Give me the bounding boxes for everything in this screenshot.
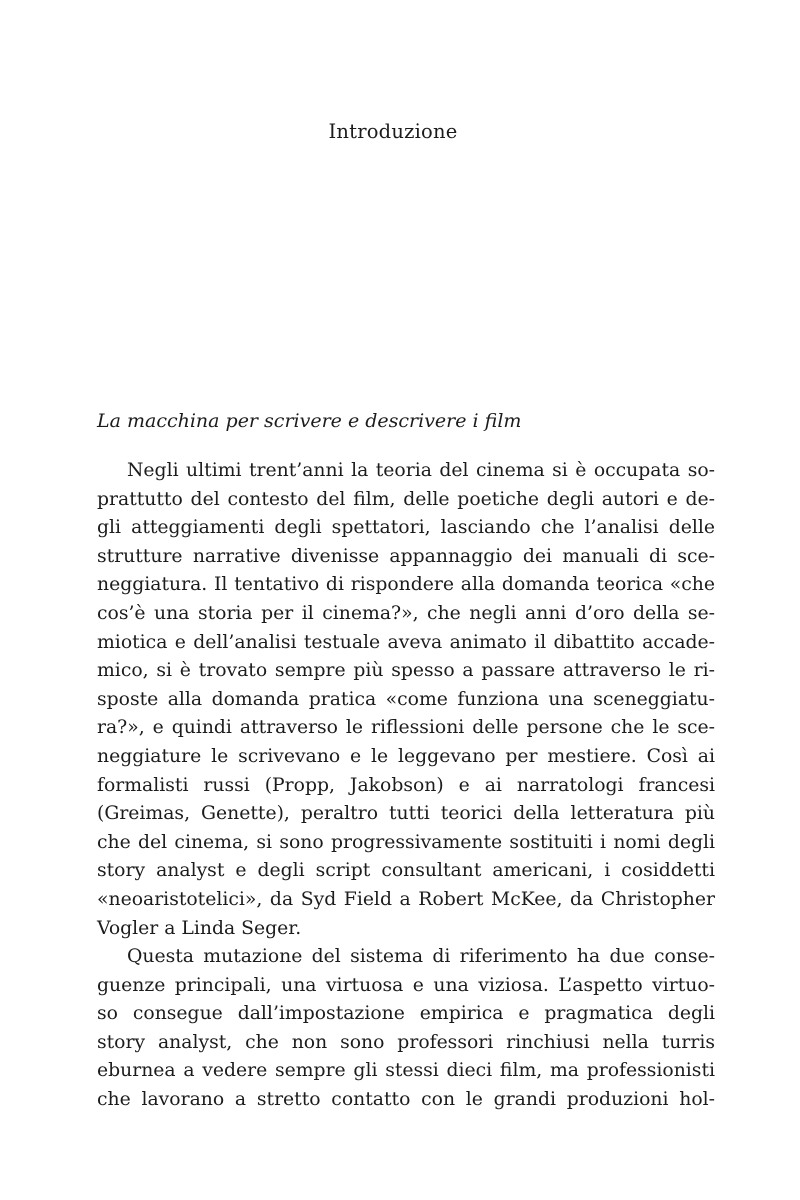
text-line: «neoaristotelici», da Syd Field a Robert McKee, da Christopher [97, 888, 715, 910]
text-line: che lavorano a stretto contatto con le grandi produzioni hol- [97, 1089, 715, 1111]
text-line: story analyst e degli script consultant americani, i cosiddetti [97, 860, 715, 882]
body-text [97, 457, 715, 1115]
text-line: (Greimas, Genette), peraltro tutti teorici della letteratura più [97, 803, 715, 825]
text-line: formalisti russi (Propp, Jakobson) e ai narratologi francesi [97, 774, 715, 796]
text-line: sposte alla domanda pratica «come funziona una sceneggiatu- [97, 688, 715, 710]
text-line: prattutto del contesto del film, delle poetiche degli autori e de- [97, 488, 715, 510]
text-line: Questa mutazione del sistema di riferimento ha due conse- [127, 946, 715, 968]
text-line: guenze principali, una virtuosa e una viziosa. L’aspetto virtuo- [97, 974, 715, 996]
text-line: Negli ultimi trent’anni la teoria del cinema si è occupata so- [127, 460, 715, 481]
text-line: cos’è una storia per il cinema?», che negli anni d’oro della se- [97, 602, 715, 624]
text-line: ra?», e quindi attraverso le riflessioni delle persone che le sce- [97, 717, 715, 739]
text-line: Vogler a Linda Seger. [97, 917, 302, 939]
chapter-title: Introduzione [328, 120, 458, 143]
text-line: story analyst, che non sono professori rinchiusi nella turris [97, 1031, 715, 1053]
text-line: gli atteggiamenti degli spettatori, lasciando che l’analisi delle [97, 517, 715, 539]
text-line: mico, si è trovato sempre più spesso a passare attraverso le ri- [97, 660, 715, 682]
text-line: neggiatura. Il tentativo di rispondere alla domanda teorica «che [97, 574, 715, 596]
text-line: strutture narrative divenisse appannaggio dei manuali di sce- [97, 545, 715, 567]
section-heading: La macchina per scrivere e descrivere i film [97, 410, 522, 432]
text-line: eburnea a vedere sempre gli stessi dieci film, ma professionisti [97, 1060, 715, 1082]
text-line: che del cinema, si sono progressivamente sostituiti i nomi degli [97, 831, 715, 853]
text-line: miotica e dell’analisi testuale aveva animato il dibattito accade- [97, 631, 715, 653]
text-line: neggiature le scrivevano e le leggevano per mestiere. Così ai [97, 745, 715, 767]
text-line: so consegue dall’impostazione empirica e pragmatica degli [97, 1003, 715, 1025]
